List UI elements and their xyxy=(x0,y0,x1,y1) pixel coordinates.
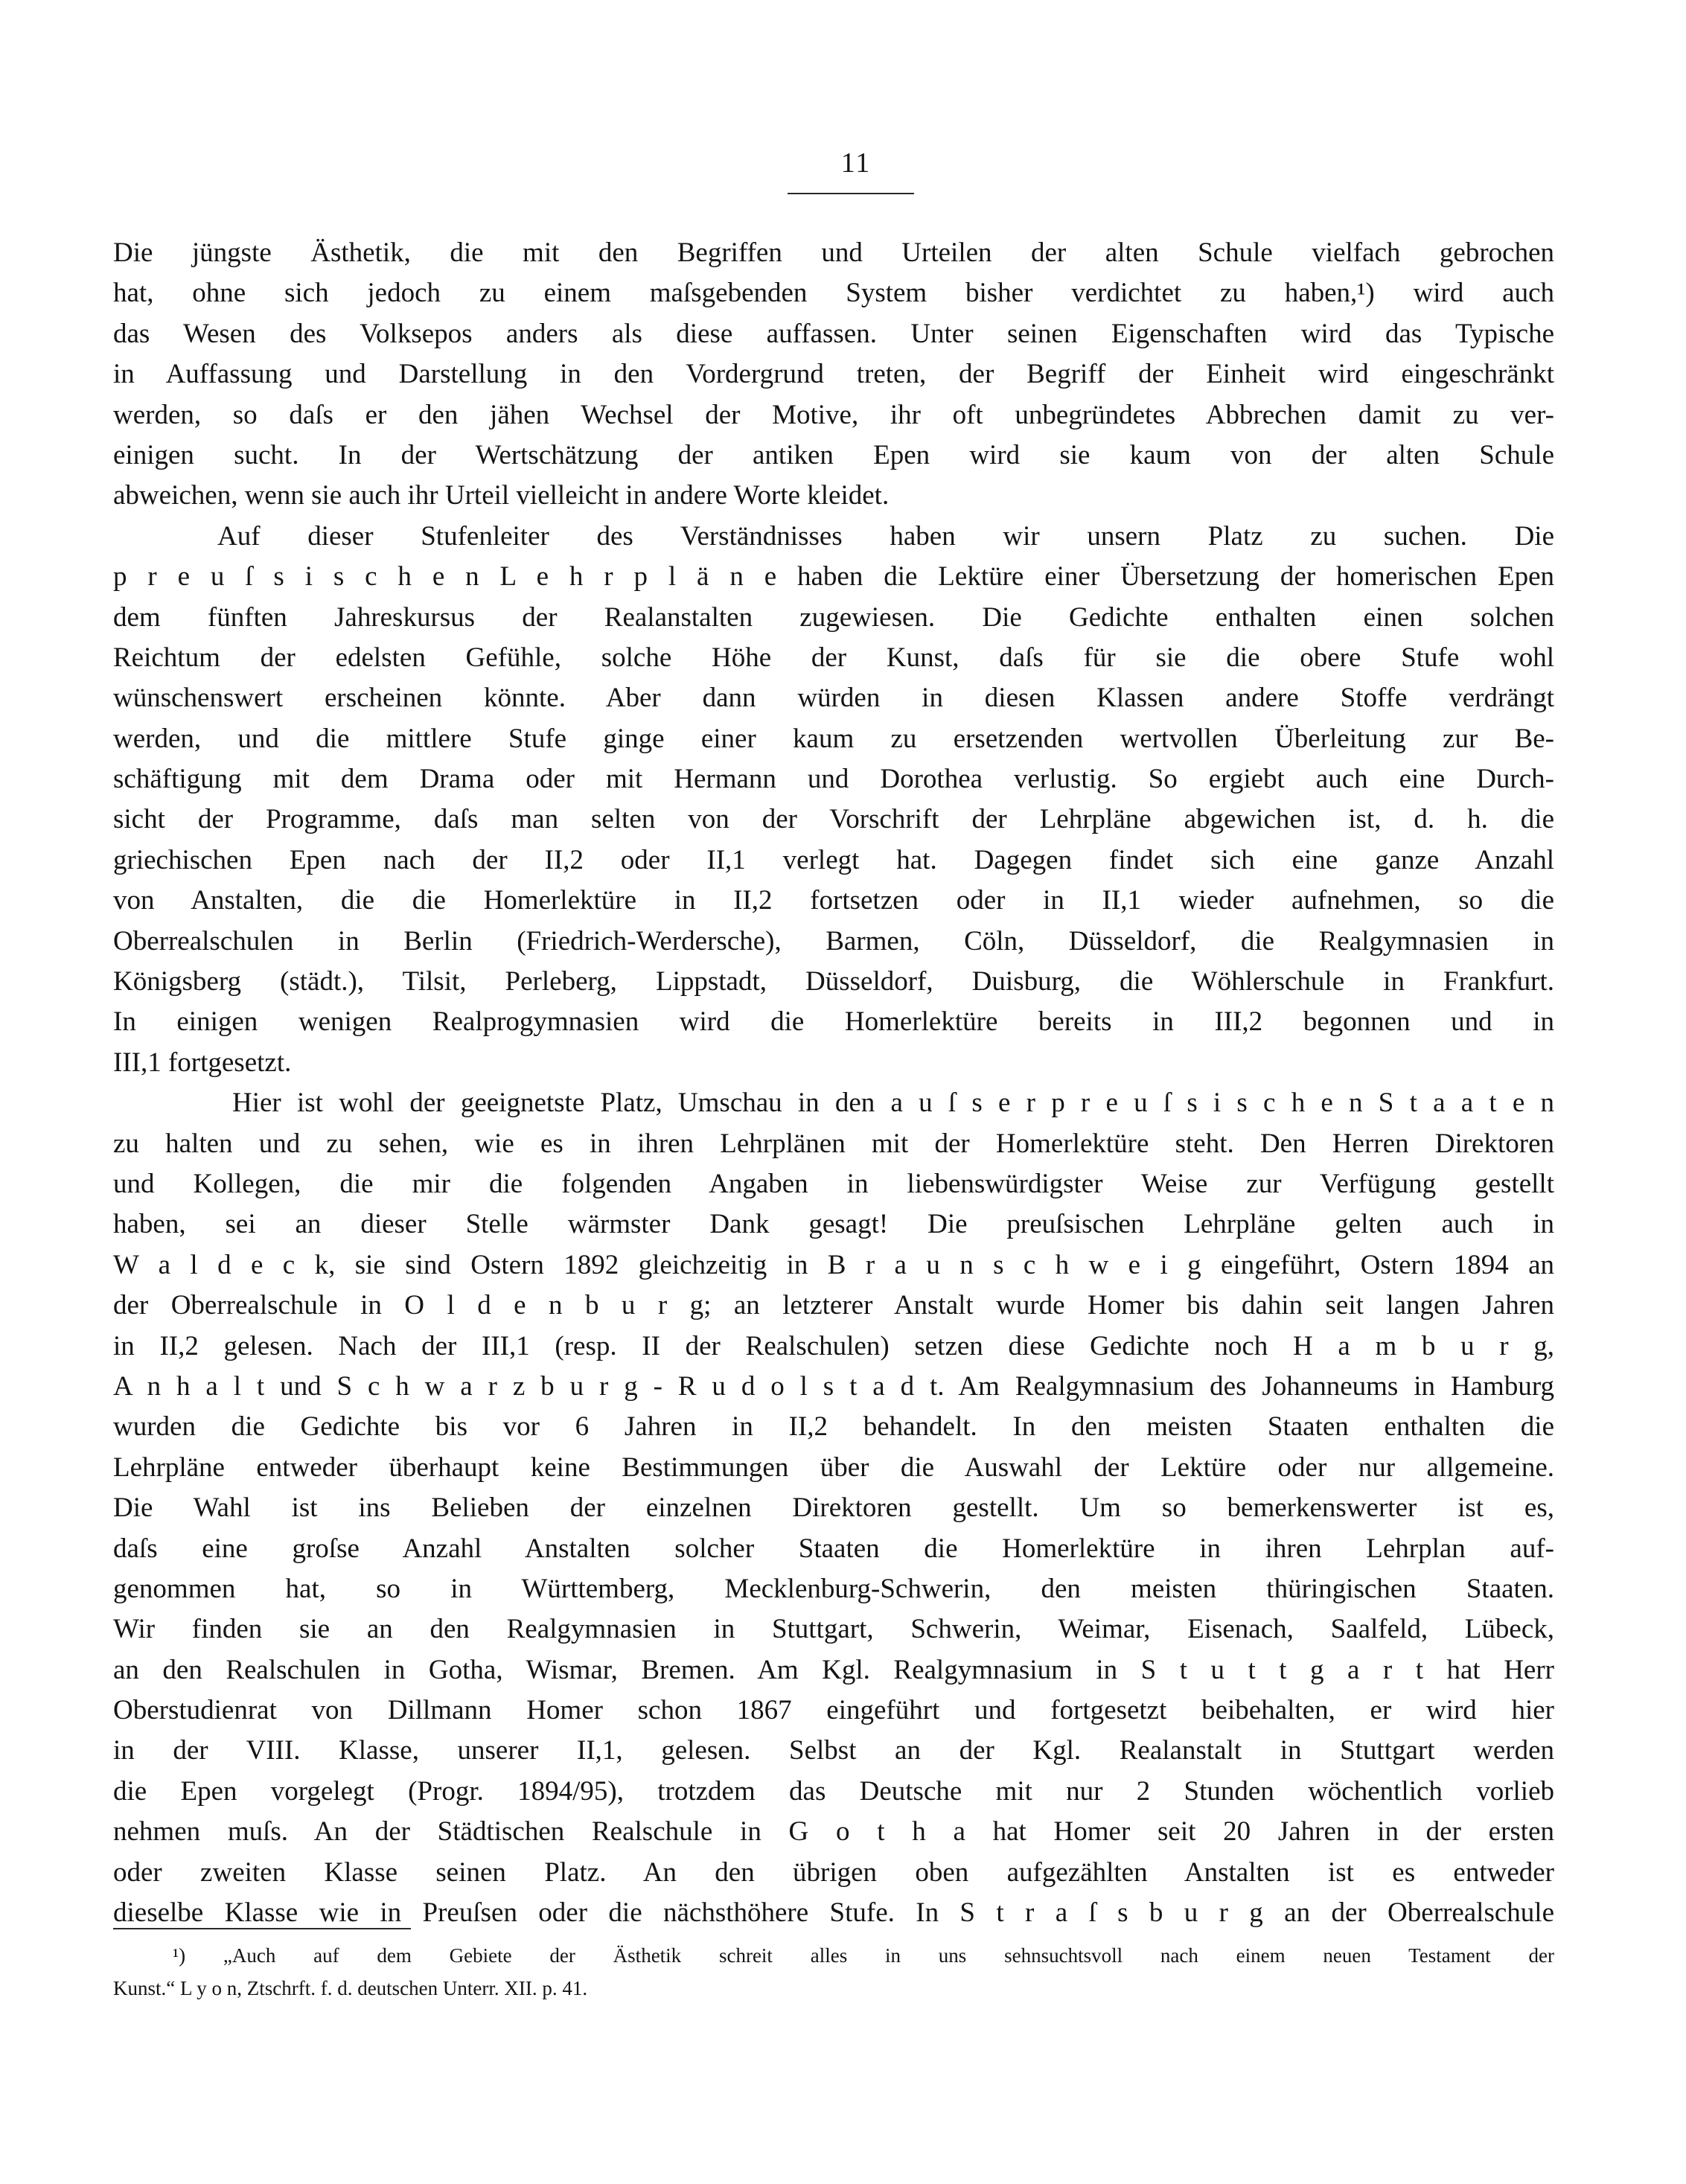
text-line: Oberstudienrat von Dillmann Homer schon 1867 eingeführt und fortgesetzt beibehalten, er wird hier xyxy=(113,1695,1554,1726)
footnote-rule xyxy=(113,1928,411,1929)
text-line: sicht der Programme, daſs man selten von der Vorschrift der Lehrpläne abgewichen ist, d. h. die xyxy=(113,804,1554,835)
text-line: Reichtum der edelsten Gefühle, solche Höhe der Kunst, daſs für sie die obere Stufe wohl xyxy=(113,642,1554,673)
text-line: haben, sei an dieser Stelle wärmster Dank gesagt! Die preuſsischen Lehrpläne gelten auch in xyxy=(113,1209,1554,1240)
text-line: nehmen muſs. An der Städtischen Realschule in G o t h a hat Homer seit 20 Jahren in der ersten xyxy=(113,1816,1554,1848)
text-line: p r e u ſ s i s c h e n L e h r p l ä n e haben die Lektüre einer Übersetzung der homerischen Epen xyxy=(113,561,1554,593)
text-line: genommen hat, so in Württemberg, Mecklenburg-Schwerin, den meisten thüringischen Staaten. xyxy=(113,1573,1554,1604)
text-line: der Oberrealschule in O l d e n b u r g; an letzterer Anstalt wurde Homer bis dahin seit langen Jahren xyxy=(113,1290,1554,1321)
text-line: III,1 fortgesetzt. xyxy=(113,1047,292,1078)
text-line: W a l d e c k, sie sind Ostern 1892 gleichzeitig in B r a u n s c h w e i g eingeführt, Ostern 1894 an xyxy=(113,1249,1554,1280)
text-line: in der VIII. Klasse, unserer II,1, gelesen. Selbst an der Kgl. Realanstalt in Stuttgart werden xyxy=(113,1735,1554,1766)
text-line: daſs eine groſse Anzahl Anstalten solcher Staaten die Homerlektüre in ihren Lehrplan auf- xyxy=(113,1533,1554,1564)
text-line: Königsberg (städt.), Tilsit, Perleberg, Lippstadt, Düsseldorf, Duisburg, die Wöhlerschule in Frankfurt. xyxy=(113,966,1554,997)
text-line: Lehrpläne entweder überhaupt keine Bestimmungen über die Auswahl der Lektüre oder nur allgemeine. xyxy=(113,1452,1554,1483)
footnote-line: Kunst.“ L y o n, Ztschrft. f. d. deutschen Unterr. XII. p. 41. xyxy=(113,1977,588,1999)
text-line: griechischen Epen nach der II,2 oder II,1 verlegt hat. Dagegen findet sich eine ganze Anzahl xyxy=(113,844,1554,875)
text-line: werden, und die mittlere Stufe ginge einer kaum zu ersetzenden wertvollen Überleitung zur Be- xyxy=(113,723,1554,754)
text-line: zu halten und zu sehen, wie es in ihren Lehrplänen mit der Homerlektüre steht. Den Herren Direktoren xyxy=(113,1128,1554,1159)
text-line: wurden die Gedichte bis vor 6 Jahren in II,2 behandelt. In den meisten Staaten enthalten die xyxy=(113,1411,1554,1443)
text-line: A n h a l t und S c h w a r z b u r g - R u d o l s t a d t. Am Realgymnasium des Johanneums in Hamburg xyxy=(113,1370,1554,1402)
text-line: hat, ohne sich jedoch zu einem maſsgebenden System bisher verdichtet zu haben,¹) wird auch xyxy=(113,278,1554,309)
text-line: abweichen, wenn sie auch ihr Urteil vielleicht in andere Worte kleidet. xyxy=(113,480,890,511)
text-line: an den Realschulen in Gotha, Wismar, Bremen. Am Kgl. Realgymnasium in S t u t t g a r t hat Herr xyxy=(113,1654,1554,1685)
text-line: Auf dieser Stufenleiter des Verständnisses haben wir unsern Platz zu suchen. Die xyxy=(217,520,1554,552)
text-line: Oberrealschulen in Berlin (Friedrich-Werdersche), Barmen, Cöln, Düsseldorf, die Realgymnasien in xyxy=(113,925,1554,957)
text-line: in Auffassung und Darstellung in den Vordergrund treten, der Begriff der Einheit wird eingeschränkt xyxy=(113,359,1554,390)
text-line: und Kollegen, die mir die folgenden Angaben in liebenswürdigster Weise zur Verfügung gestellt xyxy=(113,1168,1554,1199)
footnotes xyxy=(113,1939,1554,2005)
text-line: Hier ist wohl der geeignetste Platz, Umschau in den a u ſ s e r p r e u ſ s i s c h e n S t a a t e n xyxy=(232,1088,1554,1119)
text-line: Die Wahl ist ins Belieben der einzelnen Direktoren gestellt. Um so bemerkenswerter ist es, xyxy=(113,1492,1554,1524)
text-line: oder zweiten Klasse seinen Platz. An den übrigen oben aufgezählten Anstalten ist es entweder xyxy=(113,1856,1554,1888)
text-line: das Wesen des Volksepos anders als diese auffassen. Unter seinen Eigenschaften wird das Typische xyxy=(113,318,1554,349)
text-line: dem fünften Jahreskursus der Realanstalten zugewiesen. Die Gedichte enthalten einen solchen xyxy=(113,601,1554,633)
text-line: Die jüngste Ästhetik, die mit den Begriffen und Urteilen der alten Schule vielfach gebrochen xyxy=(113,237,1554,268)
text-line: werden, so daſs er den jähen Wechsel der Motive, ihr oft unbegründetes Abbrechen damit zu ver- xyxy=(113,399,1554,430)
text-line: Wir finden sie an den Realgymnasien in Stuttgart, Schwerin, Weimar, Eisenach, Saalfeld, Lübeck, xyxy=(113,1614,1554,1645)
page-number-rule xyxy=(788,193,914,194)
text-line: einigen sucht. In der Wertschätzung der antiken Epen wird sie kaum von der alten Schule xyxy=(113,439,1554,470)
text-line: wünschenswert erscheinen könnte. Aber dann würden in diesen Klassen andere Stoffe verdrängt xyxy=(113,683,1554,714)
page-number: 11 xyxy=(840,147,872,179)
footnote-line: ¹) „Auch auf dem Gebiete der Ästhetik schreit alles in uns sehnsuchtsvoll nach einem neuen Testament der xyxy=(173,1944,1554,1967)
text-line: in II,2 gelesen. Nach der III,1 (resp. II der Realschulen) setzen diese Gedichte noch H a m b u r g, xyxy=(113,1330,1554,1361)
text-line: von Anstalten, die die Homerlektüre in II,2 fortsetzen oder in II,1 wieder aufnehmen, so die xyxy=(113,885,1554,916)
text-line: die Epen vorgelegt (Progr. 1894/95), trotzdem das Deutsche mit nur 2 Stunden wöchentlich vorlieb xyxy=(113,1775,1554,1807)
text-line: schäftigung mit dem Drama oder mit Hermann und Dorothea verlustig. So ergiebt auch eine Durch- xyxy=(113,764,1554,795)
body-text xyxy=(113,233,1554,1933)
text-line: In einigen wenigen Realprogymnasien wird die Homerlektüre bereits in III,2 begonnen und in xyxy=(113,1006,1554,1038)
text-line: dieselbe Klasse wie in Preuſsen oder die nächsthöhere Stufe. In S t r a ſ s b u r g an der Oberrealschule xyxy=(113,1897,1554,1929)
